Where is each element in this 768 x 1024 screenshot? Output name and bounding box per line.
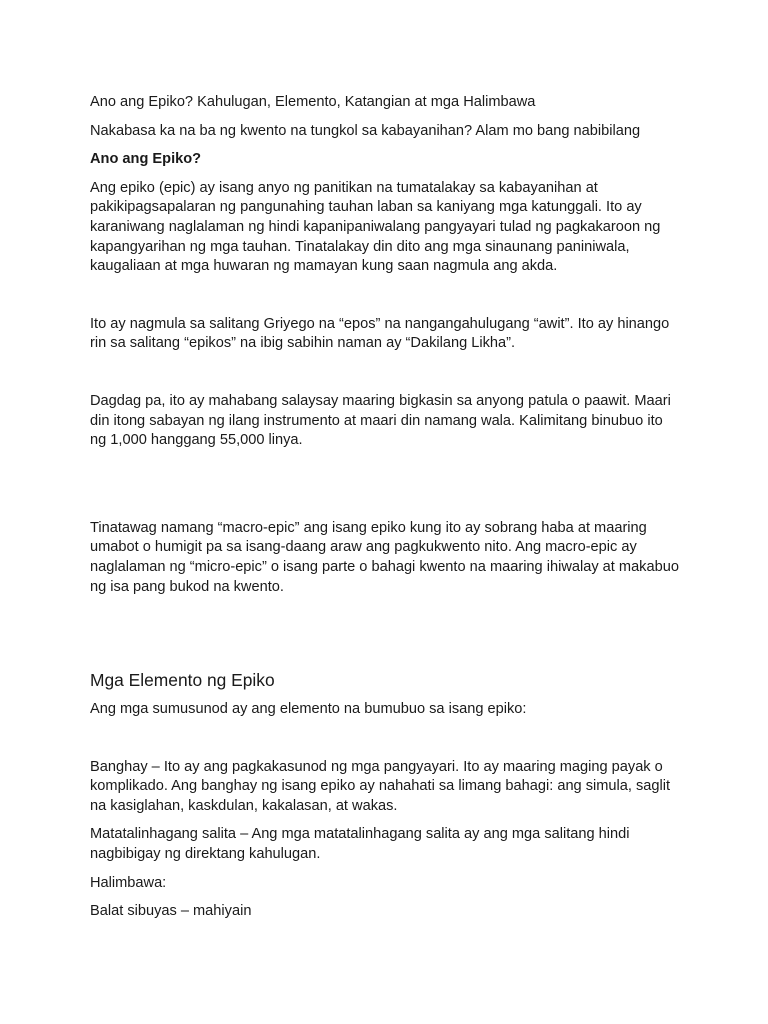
paragraph-length: Dagdag pa, ito ay mahabang salaysay maaring bigkasin sa anyong patula o paawit. Maari din itong sabayan ng ilang instrumento at maari din namang wala. Kalimitang binubuo ito ng 1,000 hanggang 55,000 linya. (90, 392, 671, 449)
paragraph-elemento-lead: Ang mga sumusunod ay ang elemento na bumubuo sa isang epiko: (90, 701, 527, 718)
paragraph-origin: Ito ay nagmula sa salitang Griyego na “epos” na nangangahulugang “awit”. Ito ay hinango rin sa salitang “epikos” na ibig sabihin naman ay “Dakilang Likha”. (90, 315, 670, 352)
paragraph-definition: Ang epiko (epic) ay isang anyo ng panitikan na tumatalakay sa kabayanihan at pakikipagsapalaran ng pangunahing tauhan laban sa kaniyang mga katunggali. Ito ay karaniwang naglalaman ng hindi kapanipaniwalang pangyayari tulad ng pagkakaroon ng kapangyarihan ng mga tauhan. Tinatalakay din dito ang mga sinaunang paniniwala, kaugaliaan at mga huwaran ng mamayan kung saan nagmula ang akda. (90, 179, 661, 275)
document-title-line: Ano ang Epiko? Kahulugan, Elemento, Katangian at mga Halimbawa (90, 94, 536, 110)
heading-ano-ang-epiko: Ano ang Epiko? (90, 151, 202, 168)
document-body (90, 93, 680, 922)
paragraph-macro-epic: Tinatawag namang “macro-epic” ang isang epiko kung ito ay sobrang haba at maaring umabot o humigit pa sa isang-daang araw ang pagkukwento nito. Ang macro-epic ay naglalaman ng “micro-epic” o isang parte o bahagi kwento na maaring ihiwalay at makabuo ng isa pang bukod na kwento. (90, 519, 679, 595)
paragraph-banghay: Banghay – Ito ay ang pagkakasunod ng mga pangyayari. Ito ay maaring maging payak o komplikado. Ang banghay ng isang epiko ay nahahati sa limang bahagi: ang simula, saglit na kasiglahan, kaskdulan, kakalasan, at wakas. (90, 758, 671, 814)
label-halimbawa: Halimbawa: (90, 874, 167, 891)
heading-mga-elemento: Mga Elemento ng Epiko (90, 670, 275, 691)
intro-line: Nakabasa ka na ba ng kwento na tungkol sa kabayanihan? Alam mo bang nabibilang (90, 122, 641, 139)
paragraph-matalinhagang-salita: Matatalinhagang salita – Ang mga matatalinhagang salita ay ang mga salitang hindi nagbibigay ng direktang kahulugan. (90, 826, 630, 863)
example-balat-sibuyas: Balat sibuyas – mahiyain (90, 903, 252, 920)
